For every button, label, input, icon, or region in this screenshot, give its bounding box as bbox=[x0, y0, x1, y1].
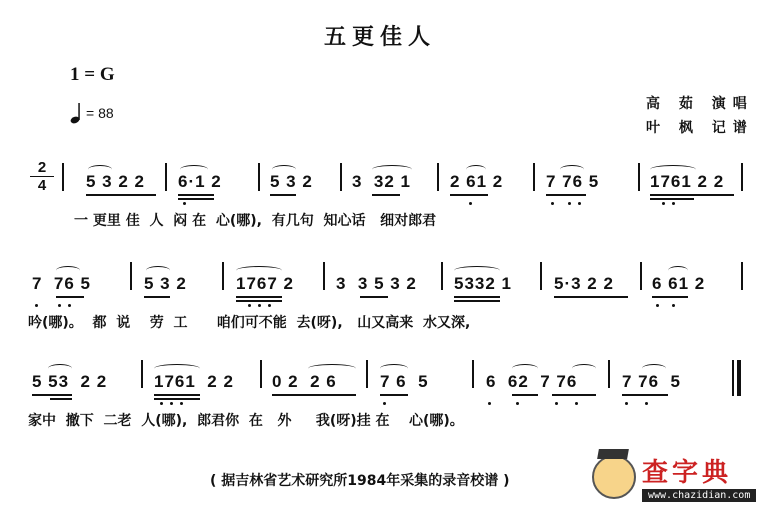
slur bbox=[146, 266, 170, 275]
slur bbox=[88, 165, 112, 174]
bar-line bbox=[540, 262, 542, 290]
bar-line bbox=[441, 262, 443, 290]
bar-line bbox=[340, 163, 342, 191]
measure: 7 76 5 bbox=[546, 172, 600, 191]
underline bbox=[380, 394, 408, 396]
measure: 1761 2 2 bbox=[154, 372, 234, 391]
site-logo[interactable] bbox=[592, 452, 756, 502]
slur bbox=[372, 165, 412, 174]
underline bbox=[372, 194, 400, 196]
lyrics-line: 吟(哪)。 都 说 劳 工 咱们可不能 去(呀), 山又高来 水又深, bbox=[28, 315, 471, 331]
bar-line bbox=[165, 163, 167, 191]
underline bbox=[454, 296, 500, 298]
logo-text bbox=[642, 452, 756, 502]
slur bbox=[668, 266, 688, 275]
measure: 7 76 5 bbox=[32, 274, 91, 293]
bar-line bbox=[260, 360, 262, 388]
slur bbox=[272, 165, 296, 174]
bar-line bbox=[366, 360, 368, 388]
lower-octave-dot bbox=[258, 304, 261, 307]
bar-line bbox=[62, 163, 64, 191]
lower-octave-dot bbox=[35, 304, 38, 307]
underline bbox=[86, 194, 156, 196]
measure: 5·3 2 2 bbox=[554, 274, 614, 293]
credits bbox=[646, 92, 754, 140]
underline bbox=[512, 394, 538, 396]
bar-line bbox=[437, 163, 439, 191]
slur bbox=[466, 165, 486, 174]
measure: 6 61 2 bbox=[652, 274, 706, 293]
lower-octave-dot bbox=[672, 202, 675, 205]
underline bbox=[450, 194, 488, 196]
lower-octave-dot bbox=[488, 402, 491, 405]
lower-octave-dot bbox=[555, 402, 558, 405]
underline bbox=[652, 296, 688, 298]
measure: 7 6 5 bbox=[380, 372, 429, 391]
lower-octave-dot bbox=[170, 402, 173, 405]
underline bbox=[270, 194, 296, 196]
lower-octave-dot bbox=[672, 304, 675, 307]
bar-line bbox=[741, 262, 743, 290]
lyrics-line: 家中 撤下 二老 人(哪), 郎君你 在 外 我(呀)挂 在 心(哪)。 bbox=[28, 413, 464, 429]
slur bbox=[380, 364, 408, 373]
lower-octave-dot bbox=[578, 202, 581, 205]
bar-line bbox=[533, 163, 535, 191]
underline bbox=[622, 394, 668, 396]
transcriber-credit: 叶 枫 记谱 bbox=[646, 120, 754, 136]
page-title: 五更佳人 bbox=[323, 25, 436, 50]
underline bbox=[178, 198, 214, 200]
lower-octave-dot bbox=[551, 202, 554, 205]
lower-octave-dot bbox=[383, 402, 386, 405]
lower-octave-dot bbox=[183, 202, 186, 205]
underline bbox=[360, 296, 388, 298]
measure: 0 2 2 6 bbox=[272, 372, 337, 391]
measure: 6 62 7 76 bbox=[486, 372, 578, 391]
underline bbox=[650, 194, 734, 196]
lower-octave-dot bbox=[575, 402, 578, 405]
lower-octave-dot bbox=[625, 402, 628, 405]
time-signature-bottom: 4 bbox=[37, 177, 47, 194]
slur bbox=[560, 165, 584, 174]
measure: 5 53 2 2 bbox=[32, 372, 108, 391]
source-note: ( 据吉林省艺术研究所1984年采集的录音校谱 ) bbox=[210, 473, 510, 489]
lower-octave-dot bbox=[268, 304, 271, 307]
underline bbox=[236, 300, 282, 302]
underline bbox=[554, 296, 628, 298]
measure: 2 61 2 bbox=[450, 172, 504, 191]
bar-line bbox=[732, 360, 734, 396]
lower-octave-dot bbox=[656, 304, 659, 307]
slur bbox=[650, 165, 696, 174]
bar-line bbox=[323, 262, 325, 290]
lyrics-line: 一 更里 佳 人 闷 在 心(哪), 有几句 知心话 细对郎君 bbox=[74, 213, 437, 229]
quarter-note-icon bbox=[70, 102, 82, 124]
bar-line bbox=[741, 163, 743, 191]
key-signature: 1 = G bbox=[70, 64, 115, 85]
underline bbox=[650, 198, 694, 200]
measure: 7 76 5 bbox=[622, 372, 681, 391]
time-signature-top: 2 bbox=[30, 160, 54, 177]
lower-octave-dot bbox=[248, 304, 251, 307]
lower-octave-dot bbox=[160, 402, 163, 405]
bar-line bbox=[472, 360, 474, 388]
underline bbox=[546, 194, 586, 196]
lower-octave-dot bbox=[469, 202, 472, 205]
slur bbox=[154, 364, 200, 373]
time-signature bbox=[30, 160, 54, 195]
lower-octave-dot bbox=[645, 402, 648, 405]
underline bbox=[272, 394, 356, 396]
underline bbox=[454, 300, 500, 302]
slur bbox=[454, 266, 500, 275]
measure: 6·1 2 bbox=[178, 172, 222, 191]
final-bar-line bbox=[737, 360, 741, 396]
lower-octave-dot bbox=[568, 202, 571, 205]
underline bbox=[552, 394, 596, 396]
singer-credit: 高 茹 演唱 bbox=[646, 96, 754, 112]
bar-line bbox=[640, 262, 642, 290]
measure: 5 3 2 bbox=[144, 274, 187, 293]
logo-url: www.chazidian.com bbox=[642, 489, 756, 502]
measure: 5332 1 bbox=[454, 274, 512, 293]
underline bbox=[178, 194, 214, 196]
underline bbox=[236, 296, 282, 298]
lower-octave-dot bbox=[516, 402, 519, 405]
slur bbox=[308, 364, 356, 373]
tempo-marking bbox=[70, 102, 114, 124]
lower-octave-dot bbox=[662, 202, 665, 205]
underline bbox=[56, 296, 84, 298]
measure: 1761 2 2 bbox=[650, 172, 725, 191]
bar-line bbox=[258, 163, 260, 191]
underline bbox=[154, 398, 200, 400]
underline bbox=[144, 296, 170, 298]
underline bbox=[154, 394, 200, 396]
slur bbox=[512, 364, 538, 373]
measure: 1767 2 bbox=[236, 274, 294, 293]
slur bbox=[642, 364, 666, 373]
slur bbox=[180, 165, 208, 174]
logo-name: 查字典 bbox=[642, 458, 733, 488]
bar-line bbox=[141, 360, 143, 388]
measure: 5 3 2 2 bbox=[86, 172, 145, 191]
slur bbox=[56, 266, 80, 275]
measure: 3 3 5 3 2 bbox=[336, 274, 417, 293]
lower-octave-dot bbox=[68, 304, 71, 307]
lower-octave-dot bbox=[58, 304, 61, 307]
underline bbox=[32, 394, 72, 396]
bar-line bbox=[130, 262, 132, 290]
slur bbox=[48, 364, 72, 373]
measure: 3 32 1 bbox=[352, 172, 411, 191]
measure: 5 3 2 bbox=[270, 172, 313, 191]
lower-octave-dot bbox=[180, 402, 183, 405]
slur bbox=[236, 266, 282, 275]
bar-line bbox=[638, 163, 640, 191]
bar-line bbox=[222, 262, 224, 290]
tempo-value: = 88 bbox=[86, 105, 114, 121]
slur bbox=[572, 364, 596, 373]
mascot-icon bbox=[592, 455, 636, 499]
underline bbox=[50, 398, 72, 400]
bar-line bbox=[608, 360, 610, 388]
